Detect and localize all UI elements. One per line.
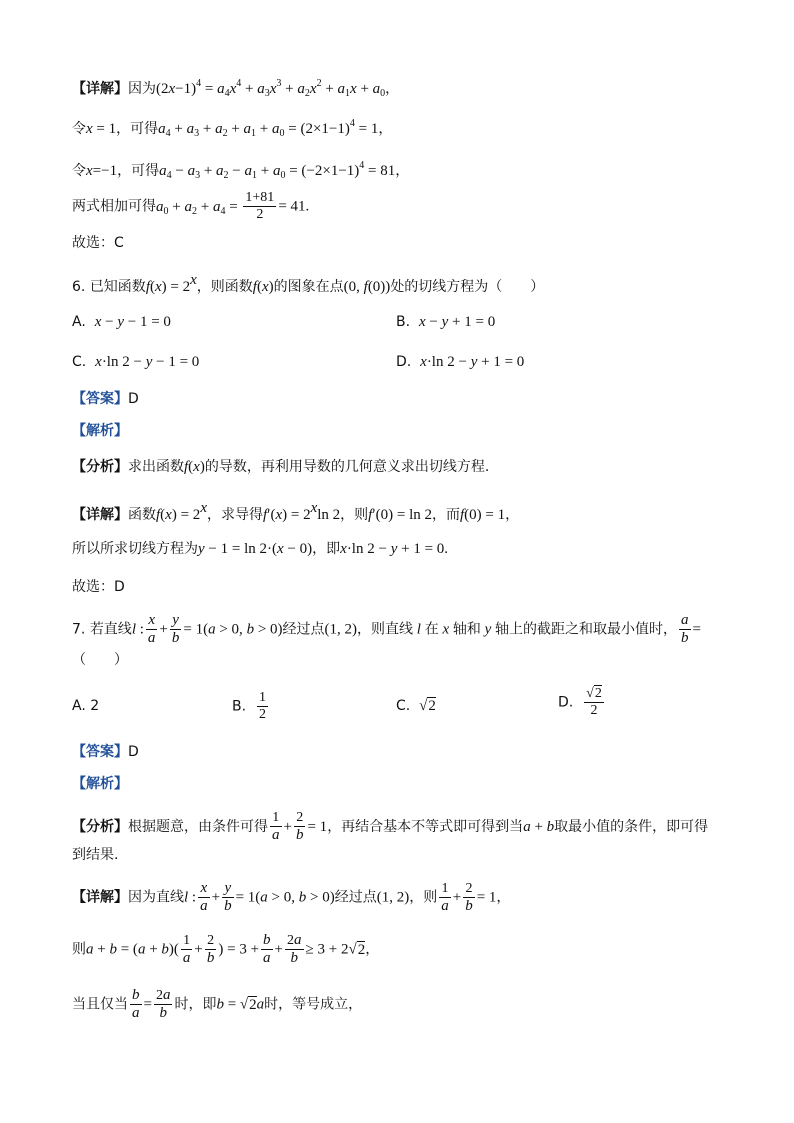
q7-option-c: C. √2 [396,698,436,714]
text: 6. [72,279,86,295]
text: ，求导得 [206,507,263,523]
text: ，则直线 [357,621,414,638]
substitute-x-1-line: 令x = 1，可得$a_4 + a_3 + a_2 + a_1 + a_0 = (2\times 1-1)^4 = 1$， [72,118,393,139]
text: B. [232,698,247,715]
analysis-label: 【解析】 [72,423,128,439]
text: 当且仅当 [72,996,128,1013]
q6-answer-line [72,389,139,409]
q7-detail-line: 【详解】因为直线l : $\frac{x}{a}$ + $\frac{y}{b}$ = 1(a > 0, b > 0)经过点(1, 2)，则 $\frac{1}{a}$ + $\frac{2}{b}$ = 1， [72,880,511,914]
text: 所以所求切线方程为 [72,541,198,557]
text: D. [396,354,412,370]
q7-paren: （ ） [72,652,128,668]
answer-label: 【答案】 [72,744,128,760]
detail-line-expansion: 【详解】因为$(2x-1)^4 = a_4x^4 + a_3x^3 + a_2x^2 + a_1x + a_0$， [72,78,400,99]
q6-option-a: A. x − y − 1 = 0 [72,314,171,330]
text: 因为直线 [128,889,184,906]
detail-label: 【详解】 [72,81,128,97]
detail-label: 【详解】 [72,507,128,523]
q7-equality-line: 当且仅当 $\frac{b}{a}$ = $\frac{2a}{b}$ 时，即b = √2a时，等号成立， [72,987,363,1021]
q7-option-a: A. 2 [72,698,100,714]
text: 令 [72,121,86,137]
answer-value: D [128,391,139,407]
q6-tangent-line: 所以所求切线方程为y − 1 = ln 2·(x − 0)，即x·ln 2 − y + 1 = 0. [72,541,449,557]
answer-label: 【答案】 [72,391,128,407]
q7-analysis-heading [72,774,128,794]
q6-option-d: D. x·ln 2 − y + 1 = 0 [396,354,525,370]
text: 经过点 [282,621,325,638]
text: 令 [72,163,86,179]
text: ，则函数 [196,279,253,295]
text: 若直线 [89,621,132,638]
text: 取最小值的条件，即可得 [554,819,709,835]
text: ，则 [409,889,438,906]
analyze-label: 【分析】 [72,819,128,835]
text: 两式相加可得 [72,198,156,215]
sum-line: 两式相加可得$a_0 + a_2 + a_4$ = $\frac{1+81}{2}$ = 41. [72,190,310,222]
q6-option-c: C. x·ln 2 − y − 1 = 0 [72,354,200,370]
text: 7. [72,621,86,638]
q7-analysis-line: 【分析】根据题意，由条件可得 $\frac{1}{a}$ + $\frac{2}{b}$ = 1，再结合基本不等式即可得到当a + b取最小值的条件，即可得 [72,810,709,843]
q6-option-b: B. x − y + 1 = 0 [396,314,496,330]
analyze-label: 【分析】 [72,459,128,475]
text: B. [396,314,411,330]
choose-c-line: 故选：C [72,235,124,251]
text: C. [396,698,411,714]
q6-analysis-line: 【分析】求出函数f(x)的导数，再利用导数的几何意义求出切线方程. [72,459,490,475]
text: ，可得 [117,163,160,179]
q6-analysis-heading [72,421,128,441]
question-7-stem: 7. 若直线l : $\frac{x}{a}$ + $\frac{y}{b}$ = 1(a > 0, b > 0)经过点(1, 2)，则直线 l 在 x 轴和 y 轴上的截距之和取最小值时， $\frac{a}{b}$ = [72,612,702,646]
text: ，则 [340,507,369,523]
q7-analysis-line-2: 到结果. [72,847,119,863]
question-6-stem: 6. 已知函数$f(x) = 2^x$，则函数f(x)的图象在点(0, f(0))处的切线方程为（ ） [72,272,545,295]
text: A. [72,314,86,330]
text: ，可得 [116,121,159,137]
choose-d-line: 故选：D [72,579,125,595]
text: 轴上的截距之和取最小值时， [495,621,678,638]
text: 的图象在点 [273,279,344,295]
detail-label: 【详解】 [72,889,128,906]
text: 函数 [128,507,156,523]
text: ，再结合基本不等式即可得到当 [327,819,524,835]
analysis-label: 【解析】 [72,776,128,792]
text: 求出函数 [128,459,184,475]
text: 在 [424,621,439,638]
text: 的导数，再利用导数的几何意义求出切线方程. [204,459,490,475]
text: 则 [72,941,86,958]
substitute-x-neg1-line: 令x=−1，可得$a_4 - a_3 + a_2 - a_1 + a_0 = (-2\times 1-1)^4 = 81$， [72,160,410,181]
text: 根据题意，由条件可得 [128,819,268,835]
q7-option-d: D. $\frac{√2}{2}$ [558,686,602,718]
text: 轴和 [452,621,481,638]
text: 已知函数 [89,279,146,295]
text: ，而 [432,507,460,523]
text: 时，等号成立， [264,996,363,1013]
text: ，即 [312,541,341,557]
text: 时，即 [174,996,217,1013]
text: 经过点 [334,889,377,906]
answer-value: D [128,744,139,760]
q7-option-b: B. $\frac{1}{2}$ [232,690,266,722]
q6-detail-line: 【详解】函数$f(x) = 2^x$，求导得$f'(x) = 2^x\ln$ 2，则f′(0) = ln 2，而f(0) = 1， [72,500,520,523]
text: D. [558,694,574,711]
text: 因为 [128,81,156,97]
q7-inequality-line: 则a + b = (a + b)( $\frac{1}{a}$ + $\frac{2}{b}$ ) = 3 + $\frac{b}{a}$ + $\frac{2a}{b}$ ≥ 3 + 2√2， [72,932,380,966]
q7-answer-line [72,742,139,762]
text: 处的切线方程为（ ） [390,279,545,295]
text: C. [72,354,87,370]
